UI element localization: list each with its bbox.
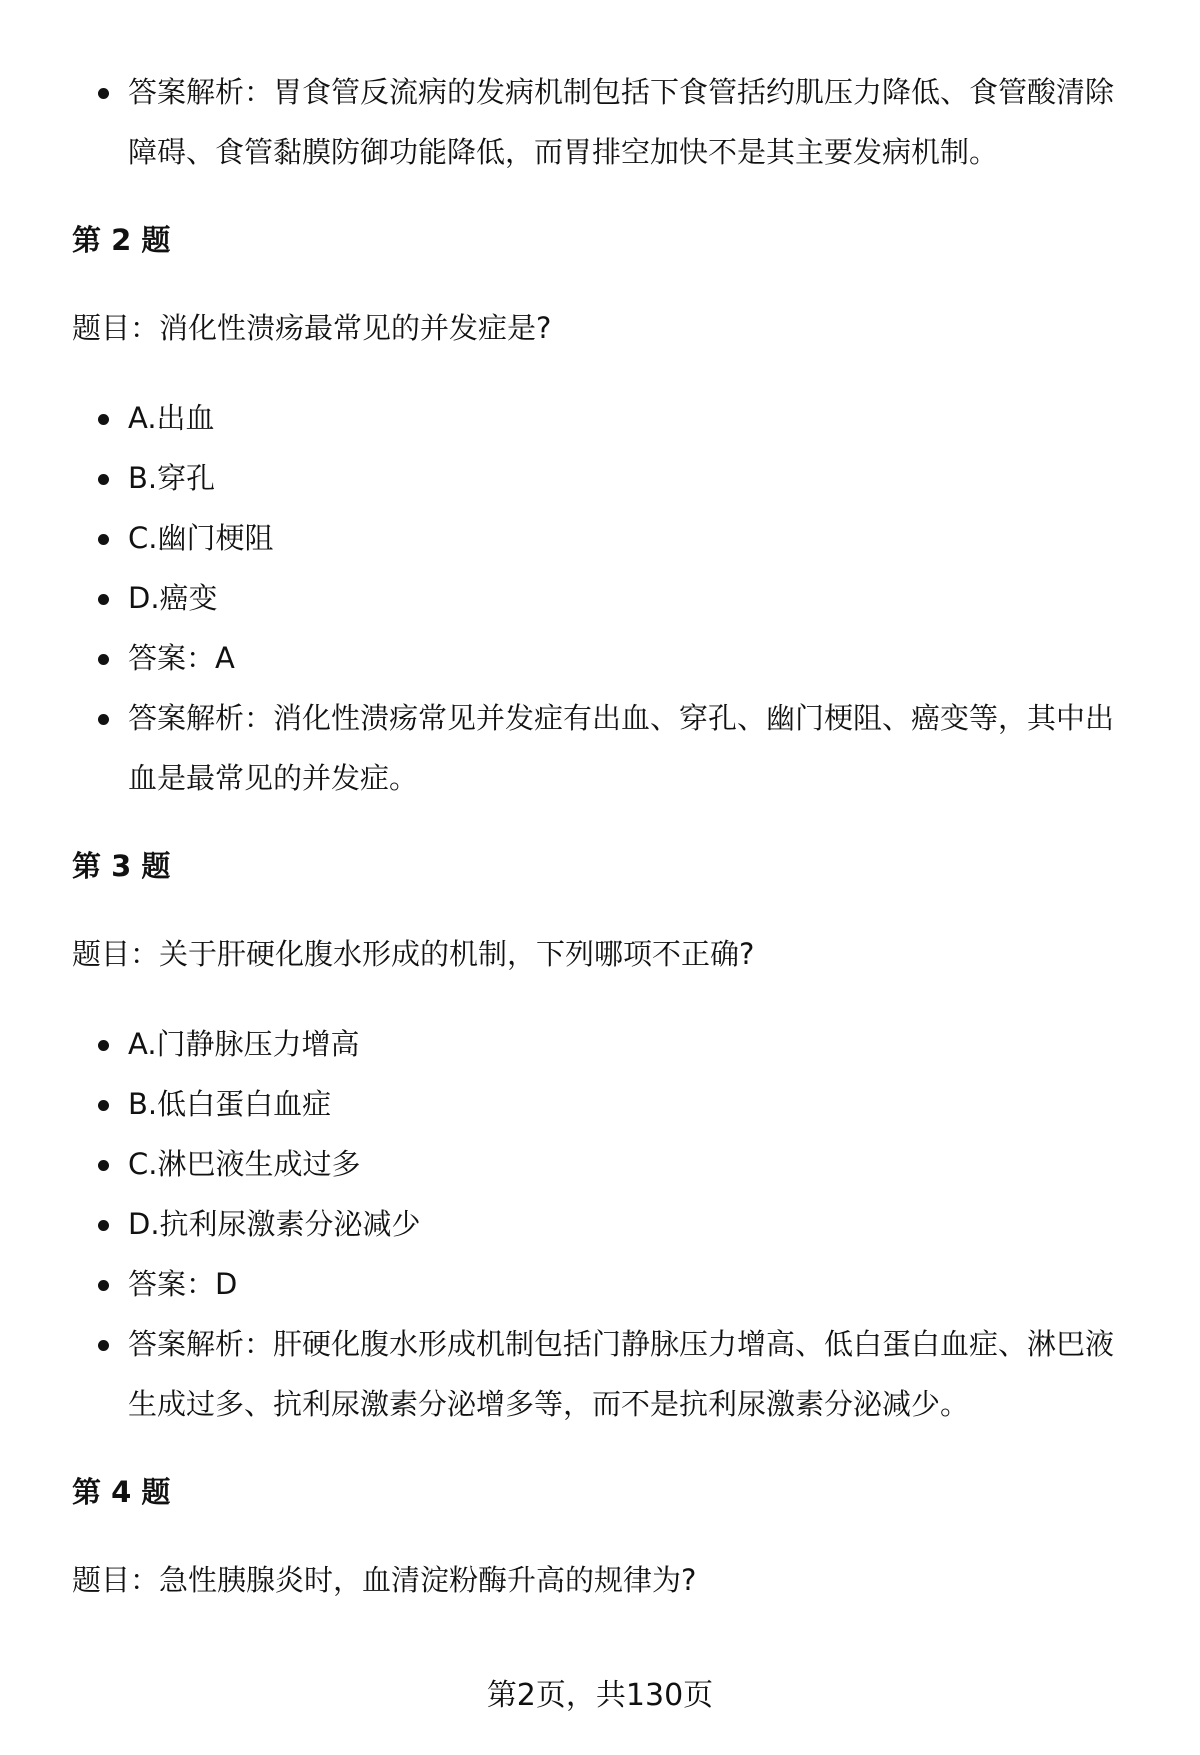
question-heading: 第 3 题: [72, 849, 171, 883]
document-body: [72, 62, 1142, 1640]
option-item: B.低白蛋白血症: [72, 1074, 1142, 1134]
answer-text: 答案：A: [72, 628, 1142, 688]
question-items: [72, 388, 1142, 808]
option-item: D.抗利尿激素分泌减少: [72, 1194, 1142, 1254]
option-item: D.癌变: [72, 568, 1142, 628]
question-text: 题目：急性胰腺炎时，血清淀粉酶升高的规律为?: [72, 1563, 697, 1597]
explanation-text: 答案解析：胃食管反流病的发病机制包括下食管括约肌压力降低、食管酸清除障碍、食管黏膜防御功能降低，而胃排空加快不是其主要发病机制。: [72, 62, 1142, 182]
option-item: A.出血: [72, 388, 1142, 448]
question-heading: 第 4 题: [72, 1475, 171, 1509]
question-text: 题目：消化性溃疡最常见的并发症是?: [72, 311, 552, 345]
option-item: A.门静脉压力增高: [72, 1014, 1142, 1074]
question-text: 题目：关于肝硬化腹水形成的机制，下列哪项不正确?: [72, 937, 755, 971]
prev-question-items: [72, 62, 1142, 182]
question-items: [72, 1014, 1142, 1434]
option-item: C.淋巴液生成过多: [72, 1134, 1142, 1194]
explanation-text: 答案解析：肝硬化腹水形成机制包括门静脉压力增高、低白蛋白血症、淋巴液生成过多、抗利尿激素分泌增多等，而不是抗利尿激素分泌减少。: [72, 1314, 1142, 1434]
option-item: C.幽门梗阻: [72, 508, 1142, 568]
page-number: 第2页，共130页: [486, 1678, 714, 1713]
explanation-text: 答案解析：消化性溃疡常见并发症有出血、穿孔、幽门梗阻、癌变等，其中出血是最常见的并发症。: [72, 688, 1142, 808]
option-item: B.穿孔: [72, 448, 1142, 508]
answer-text: 答案：D: [72, 1254, 1142, 1314]
question-heading: 第 2 题: [72, 223, 171, 257]
